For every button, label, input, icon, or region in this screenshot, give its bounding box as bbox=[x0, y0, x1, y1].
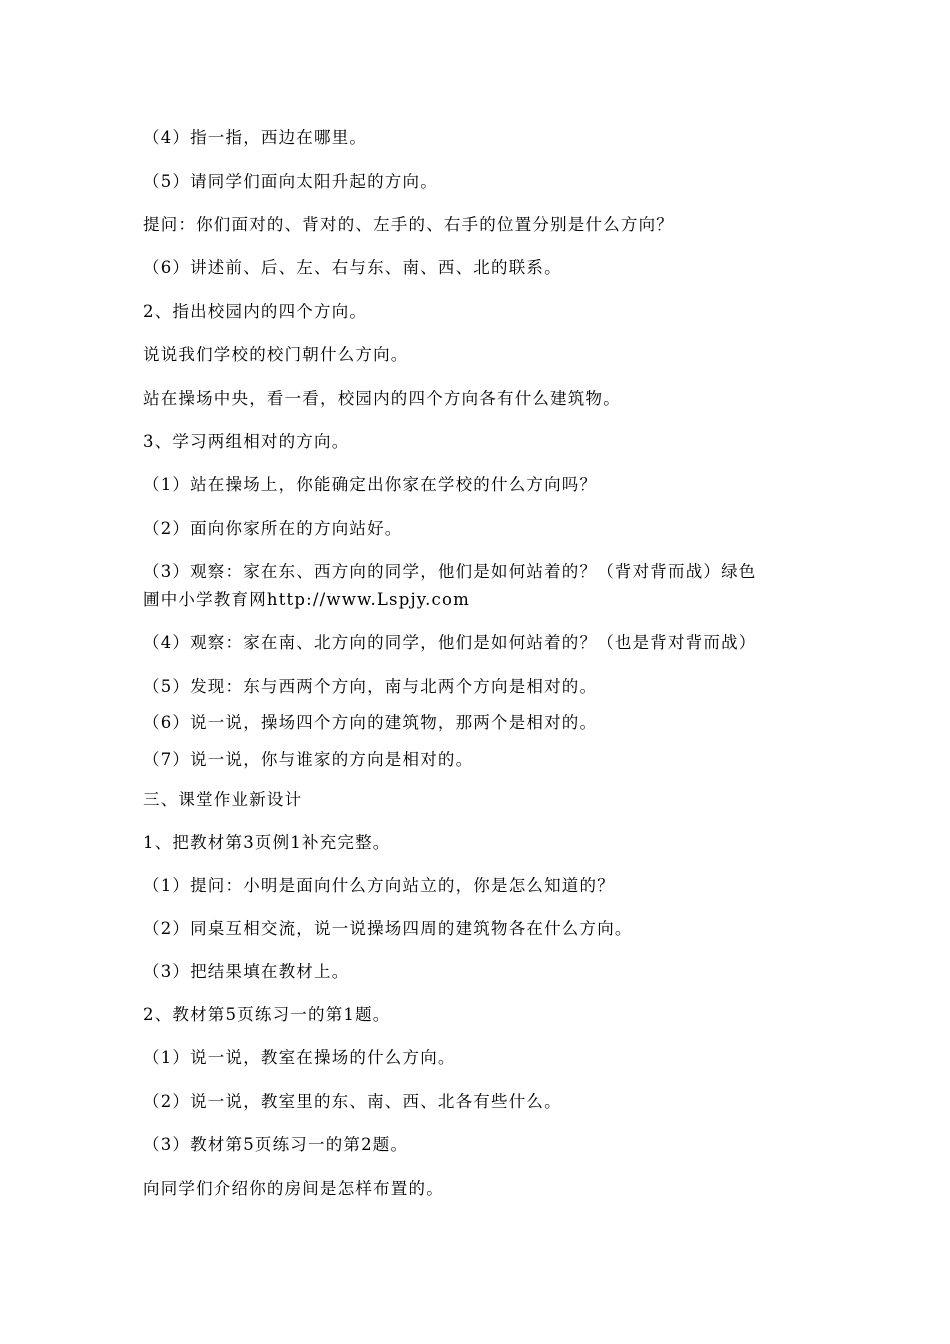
text-line: 3、学习两组相对的方向。 bbox=[143, 432, 350, 451]
text-line: （1）站在操场上，你能确定出你家在学校的什么方向吗？ bbox=[143, 475, 598, 494]
text-line: 1、把教材第3页例1补充完整。 bbox=[143, 833, 391, 852]
text-line: （7）说一说，你与谁家的方向是相对的。 bbox=[143, 750, 474, 769]
text-line: （2）面向你家所在的方向站好。 bbox=[143, 519, 403, 538]
text-line: （1）说一说，教室在操场的什么方向。 bbox=[143, 1048, 456, 1067]
text-line: 站在操场中央，看一看，校园内的四个方向各有什么建筑物。 bbox=[143, 389, 621, 408]
text-line: （6）讲述前、后、左、右与东、南、西、北的联系。 bbox=[143, 258, 562, 277]
text-line: 2、教材第5页练习一的第1题。 bbox=[143, 1005, 391, 1024]
text-line: （4）观察：家在南、北方向的同学，他们是如何站着的？（也是背对背而战） bbox=[143, 633, 757, 652]
section-heading: 三、课堂作业新设计 bbox=[143, 790, 303, 809]
text-line: （5）请同学们面向太阳升起的方向。 bbox=[143, 172, 438, 191]
text-line: （1）提问：小明是面向什么方向站立的，你是怎么知道的？ bbox=[143, 876, 615, 895]
text-line: 向同学们介绍你的房间是怎样布置的。 bbox=[143, 1179, 444, 1198]
text-line: （5）发现：东与西两个方向，南与北两个方向是相对的。 bbox=[143, 677, 598, 696]
text-line: 圃中小学教育网http://www.Lspjy.com bbox=[143, 590, 470, 609]
text-line: 提问：你们面对的、背对的、左手的、右手的位置分别是什么方向？ bbox=[143, 215, 674, 234]
text-line: （3）观察：家在东、西方向的同学，他们是如何站着的？（背对背而战）绿色 bbox=[143, 562, 757, 581]
text-line: （6）说一说，操场四个方向的建筑物，那两个是相对的。 bbox=[143, 713, 598, 732]
text-line: （3）把结果填在教材上。 bbox=[143, 962, 350, 981]
text-line: （2）同桌互相交流，说一说操场四周的建筑物各在什么方向。 bbox=[143, 919, 633, 938]
text-line: 说说我们学校的校门朝什么方向。 bbox=[143, 345, 409, 364]
text-line: （4）指一指，西边在哪里。 bbox=[143, 128, 368, 147]
text-line: （2）说一说，教室里的东、南、西、北各有些什么。 bbox=[143, 1092, 562, 1111]
text-line: 2、指出校园内的四个方向。 bbox=[143, 302, 368, 321]
text-line: （3）教材第5页练习一的第2题。 bbox=[143, 1135, 409, 1154]
